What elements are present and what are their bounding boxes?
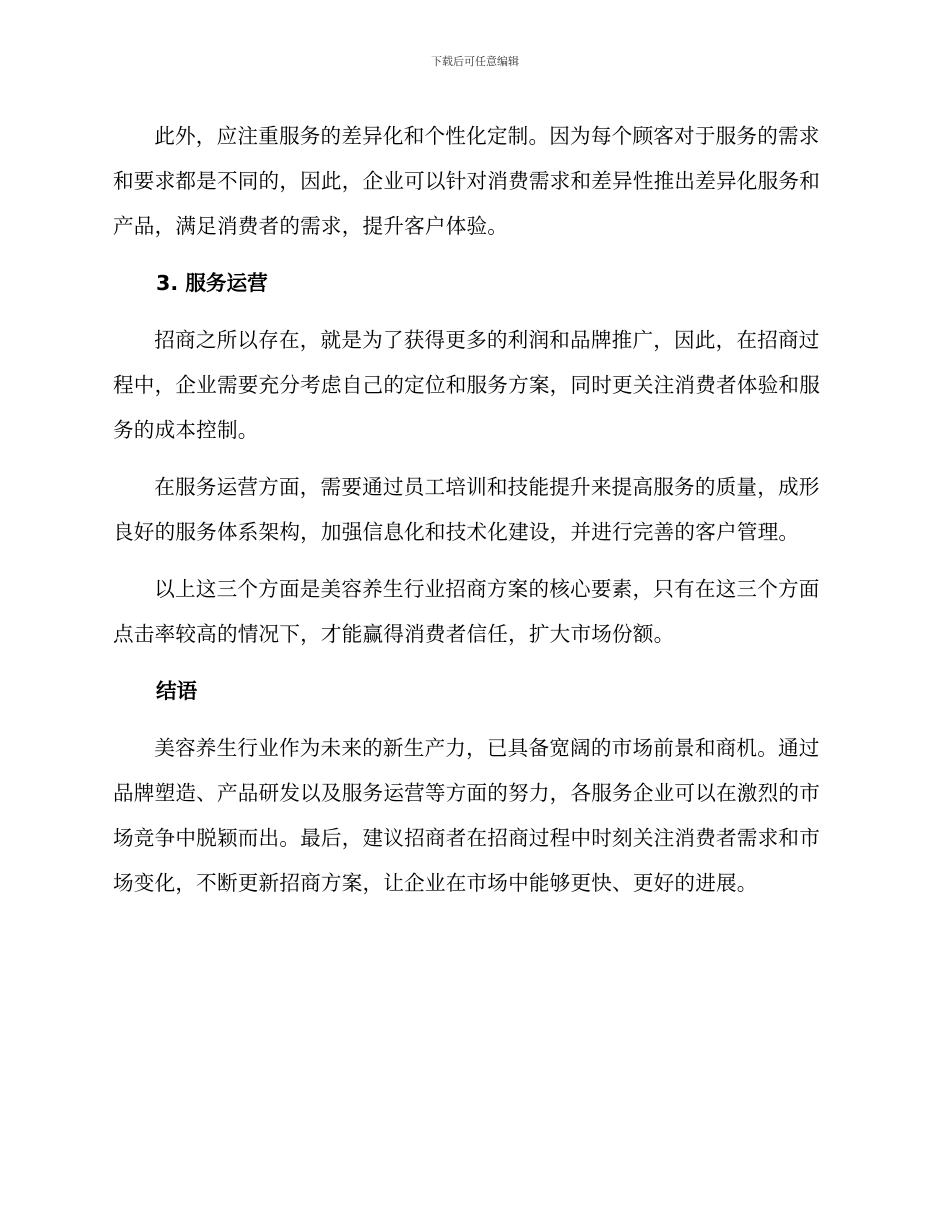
document-body — [113, 114, 835, 906]
section-heading-service-operation: 3. 服务运营 — [156, 271, 268, 295]
paragraph-service-operation: 在服务运营方面，需要通过员工培训和技能提升来提高服务的质量，成形良好的服务体系架构，加强信息化和技术化建设，并进行完善的客户管理。 — [113, 475, 820, 544]
page-header: 下载后可任意编辑 — [431, 55, 519, 68]
paragraph-core-elements: 以上这三个方面是美容养生行业招商方案的核心要素，只有在这三个方面点击率较高的情况下，才能赢得消费者信任，扩大市场份额。 — [113, 577, 820, 646]
section-heading-conclusion: 结语 — [156, 679, 198, 703]
paragraph-conclusion: 美容养生行业作为未来的新生产力，已具备宽阔的市场前景和商机。通过品牌塑造、产品研发以及服务运营等方面的努力，各服务企业可以在激烈的市场竞争中脱颖而出。最后，建议招商者在招商过程中时刻关注消费者需求和市场变化，不断更新招商方案，让企业在市场中能够更快、更好的进展。 — [113, 736, 820, 895]
paragraph-differentiation: 此外，应注重服务的差异化和个性化定制。因为每个顾客对于服务的需求和要求都是不同的，因此，企业可以针对消费需求和差异性推出差异化服务和产品，满足消费者的需求，提升客户体验。 — [113, 124, 820, 238]
paragraph-investment-purpose: 招商之所以存在，就是为了获得更多的利润和品牌推广，因此，在招商过程中，企业需要充分考虑自己的定位和服务方案，同时更关注消费者体验和服务的成本控制。 — [113, 328, 820, 442]
